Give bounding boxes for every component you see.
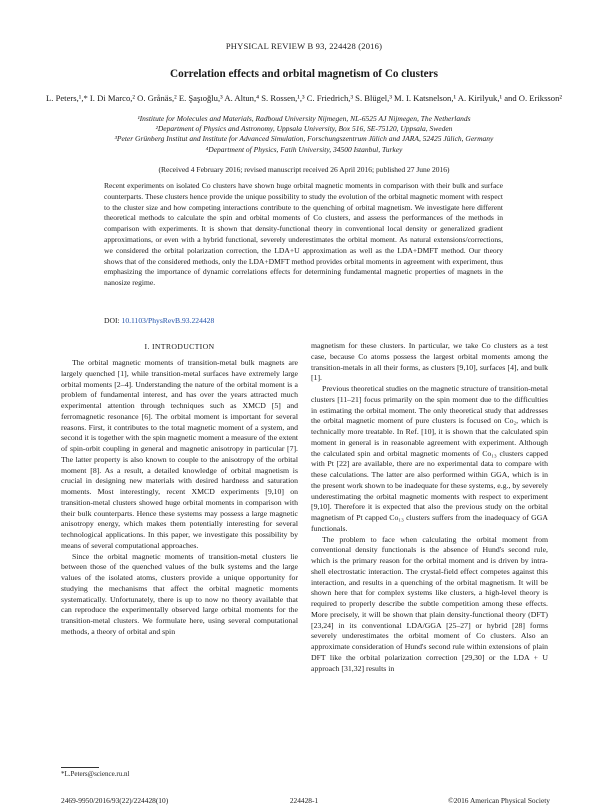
footnote-rule	[61, 767, 99, 768]
doi-line	[104, 316, 214, 325]
paper-title: Correlation effects and orbital magnetism of Co clusters	[170, 68, 438, 80]
section-heading: I. INTRODUCTION	[144, 342, 215, 351]
left-column	[61, 358, 298, 638]
paragraph: Previous theoretical studies on the magnetic structure of transition-metal clusters [11–21] focus primarily on the spin moment due to the difficulties in estimating the orbital moment. The only theoretical study that addresses the orbital magnetic moment of pure clusters is focused on Co₂, which is technically more treatable. In Ref. [10], it is shown that the calculated spin moment in general is in reasonable agreement with experiment. Although the calculated spin and orbital magnetic moments of Co₁₃ clusters capped with Pt [22] are available, there are no experimental data to compare with these calculations. The latter are also performed within GGA, which is in the present work shown to be inadequate for these systems, e.g., by severely underestimating the orbital magnetic moments with respect to experiment [9,10]. Therefore it is expected that also the previous study on the orbital magnetism of Pt capped Co₁₃ clusters suffers from the inadequacy of GGA functionals.	[311, 384, 548, 533]
abstract: Recent experiments on isolated Co clusters have shown huge orbital magnetic moments in comparison with their bulk and surface counterparts. These clusters hence provide the unique possibility to study the evolution of the orbital magnetic moment with respect to the cluster size and how competing interactions contribute to the quenching of orbital magnetism. We investigate here different theoretical methods to calculate the spin and orbital moments of Co clusters, and assess the performances of the methods in comparison with experiments. It is shown that density-functional theory in conventional local density or generalized gradient approximations, or even with a hybrid functional, severely underestimates the orbital moment. As natural extensions/corrections, we considered the orbital polarization correction, the LDA+U approximation as well as the LDA+DMFT method. Our theory shows that of the considered methods, only the LDA+DMFT method provides orbital moments in agreement with experiment, thus emphasizing the importance of dynamic correlations effects for determining fundamental magnetic properties of magnets in the nanosize regime.	[104, 181, 503, 288]
author-list: L. Peters,¹,* I. Di Marco,² O. Grånäs,² E. Şaşıoğlu,³ A. Altun,⁴ S. Rossen,¹,³ C. Friedrich,³ S. Blügel,³ M. I. Katsnelson,¹ A. Kirilyuk,¹ and O. Eriksson²	[46, 93, 562, 103]
affiliation-3: ³Peter Grünberg Institut and Institute for Advanced Simulation, Forschungszentrum Jülich and JARA, 52425 Jülich, Germany	[114, 134, 494, 144]
right-column	[311, 341, 548, 674]
affiliation-4: ⁴Department of Physics, Fatih University, 34500 Istanbul, Turkey	[205, 144, 403, 154]
footer-copyright: ©2016 American Physical Society	[448, 796, 550, 805]
paragraph: magnetism for these clusters. In particular, we take Co clusters as a test case, because Co atoms possess the largest orbital moments among the transition-metals in all their forms, as clusters [9,10], surfaces [4], and bulk [1].	[311, 341, 548, 383]
affiliation-2: ²Department of Physics and Astronomy, Uppsala University, Box 516, SE-75120, Uppsala, Sweden	[155, 124, 453, 134]
footer-page-number: 224428-1	[289, 796, 319, 805]
doi-link[interactable]: 10.1103/PhysRevB.93.224428	[121, 316, 215, 325]
doi-label: DOI:	[104, 316, 120, 325]
paragraph: The orbital magnetic moments of transition-metal bulk magnets are largely quenched [1], while transition-metal surfaces have extremely large orbital moments [2–4]. Understanding the nature of the orbital moment is a problem of fundamental interest, and has over the years attracted much experimental attention through techniques such as XMCD [5] and ferromagnetic resonance [6]. The orbital moment is important for several reasons. First, it contributes to the total magnetic moment of a system, and second it is together with the spin magnetic moment a measure of the extent of spin-orbit coupling in general and magnetic anisotropy in particular [7]. The latter property is also known to couple to the anisotropy of the orbital moment [8]. As a result, a detailed knowledge of orbital magnetism is crucial in designing new materials with desired hardness and saturation moments. Most interestingly, recent XMCD experiments [9,10] on transition-metal clusters showed huge orbital moments in comparison with their bulk counterparts. Hence these systems may possess a large magnetic anisotropy energy, which makes them potentially interesting for several technological applications. In this paper, we investigate this possibility by means of several computational approaches.	[61, 358, 298, 550]
journal-header: PHYSICAL REVIEW B 93, 224428 (2016)	[225, 41, 383, 51]
received-dates: (Received 4 February 2016; revised manuscript received 26 April 2016; published 27 June 2016)	[158, 165, 450, 174]
affiliation-1: ¹Institute for Molecules and Materials, Radboud University Nijmegen, NL-6525 AJ Nijmegen, The Netherlands	[137, 114, 471, 123]
paragraph: Since the orbital magnetic moments of transition-metal clusters lie between those of the quenched values of the bulk systems and the large values of the isolated atoms, clusters provide a unique opportunity for studying the mechanisms that affect the orbital magnetic moments systematically. Unfortunately, there is up to now no theory available that can reproduce the experimentally observed large orbital moments for the transition-metal clusters. We formulate here, using several computational methods, a theory of orbital and spin	[61, 551, 298, 636]
footnote: *L.Peters@science.ru.nl	[61, 770, 130, 778]
affiliations	[30, 114, 578, 155]
footer-issn: 2469-9950/2016/93(22)/224428(10)	[61, 796, 169, 805]
paragraph: The problem to face when calculating the orbital moment from conventional density functionals is the absence of Hund's second rule, which is the primary reason for the orbital moment and is driven by intra-shell electrostatic interaction. The crystal-field effect competes against this interaction, and results in a quenching of the orbital magnetism. It will be shown here that for complex systems like clusters, a high-level theory is required to properly describe the subtle competition among these effects. More precisely, it will be shown that plain density-functional theory (DFT) [23,24] in its conventional LDA/GGA [25–27] or hybrid [28] forms severely underestimates the orbital moment of Co clusters. Also an approximate consideration of Hund's second rule within extensions of plain DFT like the orbital polarization correction [29,30] or the LDA + U approach [31,32] results in	[311, 534, 548, 673]
